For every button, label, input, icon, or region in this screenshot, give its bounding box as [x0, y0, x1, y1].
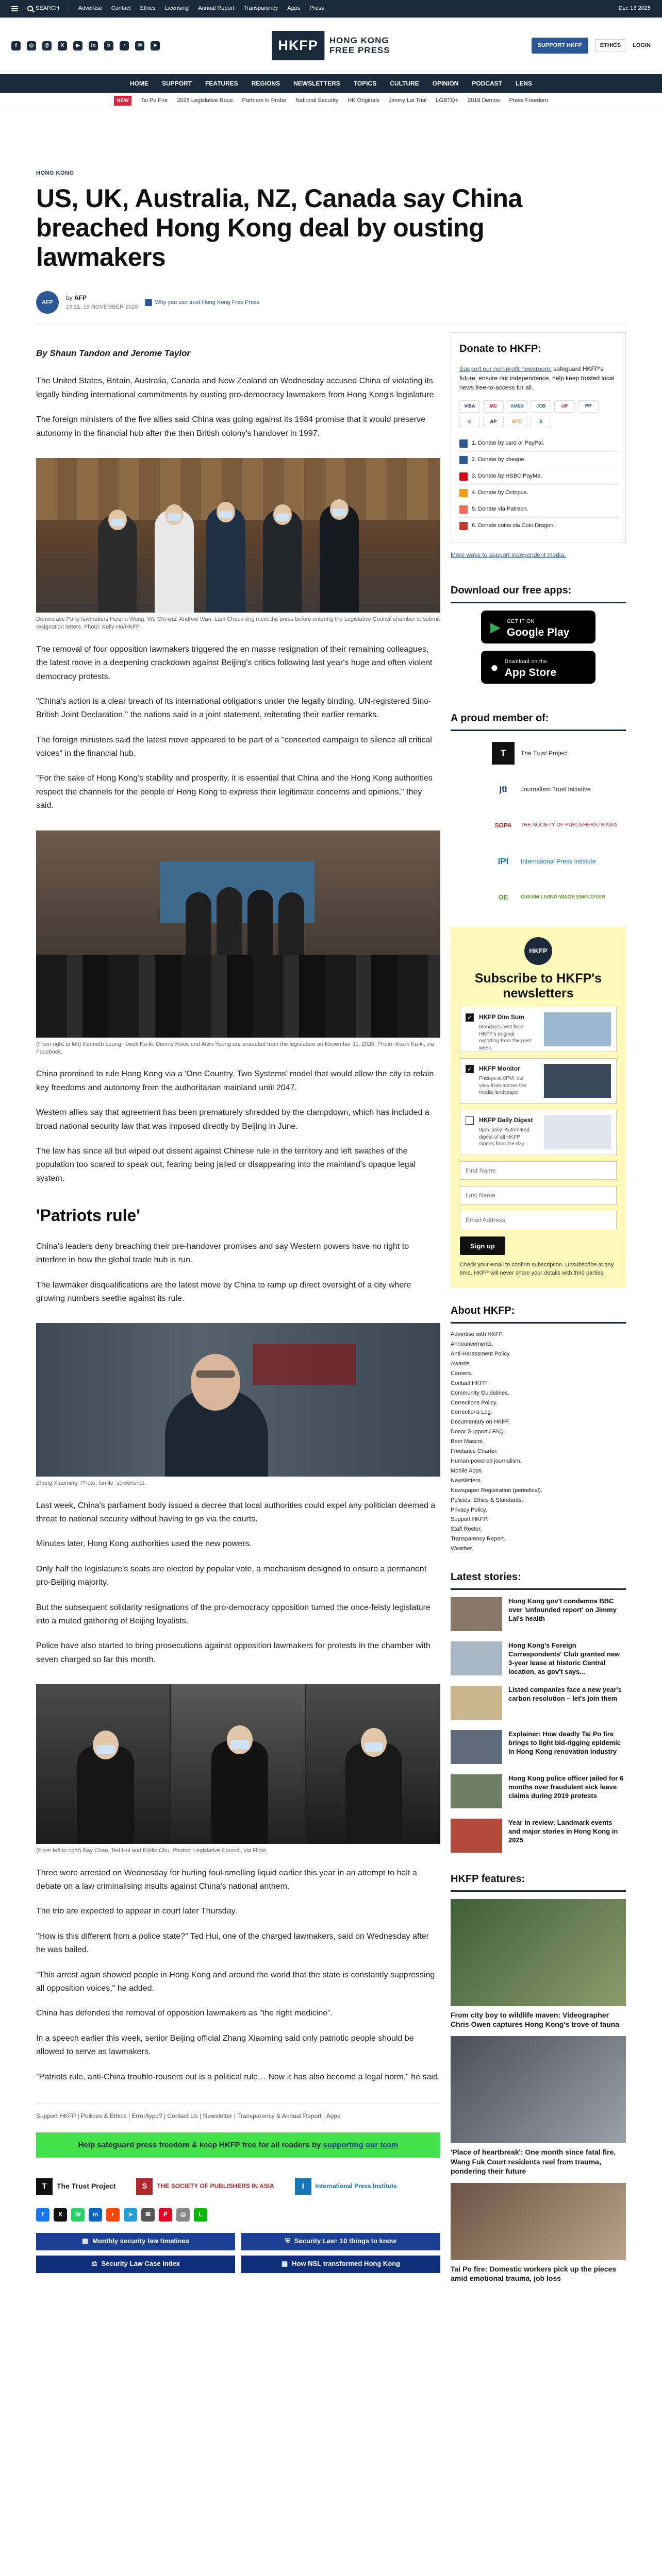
feature-image — [451, 1899, 626, 2006]
card-icon — [459, 439, 468, 448]
newsletter-description: 9pm Daily: Automated digest of all HKFP stories from the day. — [479, 1127, 529, 1147]
x-icon[interactable]: X — [54, 2208, 67, 2222]
paragraph: China has defended the removal of opposition lawmakers as "the right medicine". — [36, 2009, 333, 2018]
brand-row — [0, 18, 662, 74]
paypal-icon: PP — [578, 400, 599, 413]
related-link[interactable] — [241, 2256, 440, 2273]
search-label: SEARCH — [36, 5, 59, 12]
patreon-icon — [459, 505, 468, 514]
app-store-small: Download on the — [504, 658, 548, 665]
rss-icon[interactable]: ◔ — [120, 41, 129, 50]
apple-icon: ● — [490, 659, 499, 675]
about-link[interactable]: Documentary on HKFP. — [451, 1419, 510, 1426]
about-link[interactable]: Transparency Report. — [451, 1536, 505, 1543]
logo-mark: HKFP — [272, 31, 324, 61]
more-ways-link[interactable]: More ways to support independent media. — [451, 551, 566, 559]
trust-project-mark: T — [492, 742, 515, 765]
ipi-mark: IPI — [498, 856, 509, 866]
features-title: HKFP features: — [451, 1871, 626, 1892]
sopa-mark: S — [136, 2178, 153, 2195]
paragraph: The removal of four opposition lawmakers triggered the en masse resignation of their remaining colleagues, the latest move in a deepening crackdown against Beijing's critics following last year's huge and often violent democracy protests. — [36, 645, 433, 681]
trust-project-mark: T — [36, 2178, 53, 2195]
newsletter-signup — [451, 927, 626, 1287]
newsletter-description: Monday's best from HKFP's original reporting from the past week. — [479, 1024, 531, 1051]
bitcoin-icon: BTC — [507, 416, 527, 428]
trending-link[interactable]: HK Originals — [347, 97, 380, 104]
newsletter-thumbnail — [544, 1064, 611, 1098]
story-thumbnail — [451, 1819, 502, 1853]
paragraph: China's leaders deny breaching their pre-handover promises and say Western powers have no right to interfere in how the global trade hub is run. — [36, 1242, 409, 1265]
about-link[interactable]: Mobile Apps. — [451, 1467, 483, 1474]
email-icon[interactable]: ✉ — [135, 41, 144, 50]
paragraph: The foreign ministers said the latest move appeared to be part of a "concerted campaign to silence all critical voices" in the financial hub. — [36, 735, 432, 758]
main-nav — [0, 74, 662, 93]
newsletter-option-monitor[interactable] — [460, 1058, 617, 1104]
checkbox-checked[interactable]: ✓ — [466, 1013, 474, 1022]
trending-link[interactable]: Partners in Probe — [242, 97, 287, 104]
google-pay-icon: G — [459, 416, 480, 428]
donate-option-label: 3. Donate by HSBC PayMe. — [472, 473, 542, 480]
members-section — [451, 710, 626, 911]
ipi-logo[interactable] — [295, 2178, 397, 2195]
paragraph: "For the sake of Hong Kong's stability and prosperity, it is essential that China and the Hong Kong authorities respect the channels for the people of Hong Kong to express their legitimate concerns and opinions," they said. — [36, 774, 433, 810]
amex-icon: AMEX — [507, 400, 527, 413]
instagram-icon[interactable]: ◎ — [27, 41, 36, 50]
story-thumbnail — [451, 1730, 502, 1764]
latest-story[interactable] — [451, 1730, 626, 1767]
nav-lens[interactable]: LENS — [516, 79, 533, 87]
photo-caption: Democratic Party lawmakers Helena Wong, Wu Chi-wai, Andrew Wan, Lam Cheuk-ting meet the press before entering the Legislative Council chamber to submit resignation letters. Photo: Kelly Ho/HKFP. — [36, 616, 440, 631]
support-hkfp-button[interactable]: SUPPORT HKFP — [532, 38, 588, 54]
newsletter-option-daily-digest[interactable] — [460, 1110, 617, 1155]
paragraph: "Patriots rule, anti-China trouble-rousers out is a political rule… Now it has also become a legal norm," he said. — [36, 2072, 440, 2081]
donate-option[interactable] — [459, 518, 617, 534]
about-link[interactable]: Policies, Ethics & Standards. — [451, 1497, 523, 1503]
about-link[interactable]: Corrections Log. — [451, 1409, 492, 1416]
about-link[interactable]: Announcements. — [451, 1341, 493, 1348]
nav-features[interactable]: FEATURES — [205, 79, 238, 87]
feature-title: From city boy to wildlife maven: Videographer Chris Owen captures Hong Kong's trove of fauna — [451, 2011, 619, 2029]
donate-option-label: 5. Donate via Patreon. — [472, 506, 528, 513]
telegram-icon[interactable]: ➤ — [151, 41, 160, 50]
trust-project-logo[interactable] — [36, 2178, 115, 2195]
cheque-icon — [459, 456, 468, 464]
paragraph: Last week, China's parliament body issued a decree that local authorities could expel any politician deemed a threat to national security without having to go via the courts. — [36, 1501, 436, 1524]
donate-option[interactable] — [459, 501, 617, 518]
donate-box — [451, 332, 626, 543]
linkedin-icon[interactable]: in — [89, 2208, 102, 2222]
jti-mark: jti — [499, 784, 507, 794]
trending-link[interactable]: LGBTQ+ — [436, 97, 459, 104]
paragraph: "China's action is a clear breach of its international obligations under the legally binding, UN-registered Sino-British Joint Declaration," the nations said in a joint statement, reiterating their earlier remarks. — [36, 697, 432, 720]
trust-icon — [145, 299, 152, 306]
about-link[interactable]: Staff Roster. — [451, 1526, 482, 1533]
facebook-icon[interactable]: f — [11, 41, 21, 50]
trending-link[interactable]: Tai Po Fire — [140, 97, 168, 104]
payment-methods — [459, 400, 617, 428]
login-link[interactable]: LOGIN — [633, 42, 651, 48]
latest-story[interactable] — [451, 1774, 626, 1811]
signup-button[interactable]: Sign up — [460, 1236, 505, 1255]
newsletter-logo: HKFP — [524, 937, 552, 965]
paragraph: In a speech earlier this week, senior Beijing official Zhang Xiaoming said only patriotic people should be allowed to serve as lawmakers. — [36, 2033, 414, 2057]
story-title: Explainer: How deadly Tai Po fire brings to light bid-rigging epidemic in Hong Kong renovation industry — [508, 1730, 621, 1755]
visa-icon: VISA — [459, 400, 480, 413]
member-name: The Trust Project — [521, 749, 568, 757]
paragraph: The foreign ministers of the five allies said China was going against its 1984 promise that it would preserve autonomy in the financial hub after the then British colony's handover in 1997. — [36, 415, 426, 438]
author-name[interactable]: AFP — [74, 294, 87, 302]
member-name: OXFAM LIVING WAGE EMPLOYER — [521, 894, 605, 900]
coin-dragon-icon — [459, 522, 468, 530]
byline — [36, 291, 626, 314]
partner-name: International Press Institute — [315, 2182, 397, 2190]
linkedin-icon[interactable]: in — [89, 41, 98, 50]
search-icon — [27, 6, 33, 11]
paragraph: The United States, Britain, Australia, Canada and New Zealand on Wednesday accused China of violating its legally binding international commitments by ousting pro-democracy lawmakers from Hong Kong's legislature. — [36, 377, 436, 399]
feature-story[interactable] — [451, 2183, 626, 2283]
payme-icon — [459, 472, 468, 481]
paragraph: Three were arrested on Wednesday for hurling foul-smelling liquid earlier this year in an attempt to halt a debate on a law criminalising insults against China's national anthem. — [36, 1868, 417, 1891]
donate-option[interactable] — [459, 452, 617, 468]
newsletter-name: HKFP Dim Sum — [479, 1013, 524, 1021]
feature-title: Tai Po fire: Domestic workers pick up the pieces amid emotional trauma, job loss — [451, 2264, 617, 2283]
paragraph: "This arrest again showed people in Hong Kong and around the world that the state is constantly suppressing all opposition voices," he added. — [36, 1970, 435, 1993]
paragraph: "How is this different from a police state?" Ted Hui, one of the charged lawmakers, said on Wednesday after he was bailed. — [36, 1931, 429, 1955]
about-title: About HKFP: — [451, 1303, 626, 1324]
topbar-link-transparency[interactable]: Transparency — [243, 5, 278, 12]
donate-option-label: 6. Donate coins via Coin Dragon. — [472, 522, 555, 529]
nav-podcast[interactable]: PODCAST — [472, 79, 503, 87]
donate-title: Donate to HKFP: — [459, 343, 541, 355]
about-link[interactable]: Human-powered journalism. — [451, 1458, 522, 1464]
member-jti[interactable] — [492, 775, 626, 803]
topbar-link-apps[interactable]: Apps — [287, 5, 301, 12]
member-oxfam[interactable] — [492, 884, 626, 911]
about-links — [451, 1330, 626, 1554]
about-link[interactable]: Careers. — [451, 1370, 473, 1377]
gavel-icon: ⚖ — [91, 2260, 97, 2268]
topbar-link-ethics[interactable]: Ethics — [140, 5, 156, 12]
email-field[interactable] — [460, 1211, 617, 1229]
logo-wordmark — [329, 36, 390, 55]
new-badge: NEW — [114, 96, 131, 106]
article-headline: US, UK, Australia, NZ, Canada say China breached Hong Kong deal by ousting lawmakers — [36, 184, 522, 272]
nav-home[interactable]: HOME — [129, 79, 148, 87]
trending-link[interactable]: Jimmy Lai Trial — [389, 97, 427, 104]
story-thumbnail — [451, 1597, 502, 1631]
about-link[interactable]: Anti-Harassment Policy. — [451, 1351, 511, 1358]
article-body — [36, 332, 440, 2283]
newsletter-description: Fridays at 8PM: our view from across the media landscape — [479, 1076, 526, 1096]
topbar-link-advertise[interactable]: Advertise — [78, 5, 102, 12]
feature-image — [451, 2036, 626, 2143]
search-button[interactable] — [27, 4, 59, 13]
currency-icon: $ — [531, 416, 551, 428]
nav-support[interactable]: SUPPORT — [161, 79, 192, 87]
related-link[interactable] — [36, 2233, 235, 2250]
donate-option-label: 2. Donate by cheque. — [472, 456, 526, 463]
related-links-row — [36, 2256, 440, 2273]
facebook-icon[interactable]: f — [36, 2208, 49, 2222]
support-banner-link[interactable]: supporting our team — [323, 2140, 399, 2149]
youtube-icon[interactable]: ▶ — [73, 41, 82, 50]
menu-button[interactable] — [11, 6, 18, 11]
story-title: Listed companies face a new year's carbon resolution – let's join them — [508, 1686, 622, 1702]
latest-title: Latest stories: — [451, 1569, 626, 1590]
oxfam-mark: OE — [498, 893, 508, 901]
newsletter-note: Check your email to confirm subscription. Unsubscribe at any time. HKFP will never share your details with third parties. — [460, 1262, 614, 1276]
newsletter-thumbnail — [544, 1012, 611, 1046]
newsletter-thumbnail — [544, 1115, 611, 1149]
donate-link[interactable]: Support our non-profit newsroom: — [459, 365, 552, 373]
partner-name: THE SOCIETY OF PUBLISHERS IN ASIA — [157, 2182, 274, 2190]
paragraph: Western allies say that agreement has been prematurely shredded by the clampdown, which has included a broad national security law that was imposed directly by Beijing in June. — [36, 1108, 429, 1131]
topbar-date: Dec 13 2025 — [618, 5, 651, 12]
paragraph: Only half the legislature's seats are elected by popular vote, a mechanism designed to ensure a permanent pro-Beijing majority. — [36, 1564, 427, 1587]
paragraph: But the subsequent solidarity resignations of the pro-democracy opposition turned the once-feisty legislature into a muted gathering of Beijing loyalists. — [36, 1603, 431, 1626]
about-link[interactable]: Contact HKFP. — [451, 1380, 488, 1386]
email-icon[interactable]: ✉ — [141, 2208, 155, 2222]
nav-newsletters[interactable]: NEWSLETTERS — [293, 79, 340, 87]
author-line — [66, 293, 138, 303]
partner-logos — [36, 2172, 440, 2201]
story-thumbnail — [451, 1641, 502, 1675]
last-name-field[interactable] — [460, 1186, 617, 1205]
paragraph: The lawmaker disqualifications are the latest move by China to ramp up direct oversight of a city where growing numbers seethe against its rule. — [36, 1280, 411, 1303]
about-link[interactable]: Beer Mascot. — [451, 1438, 484, 1445]
article-footer-links[interactable]: Support HKFP | Policies & Ethics | Error/typo? | Contact Us | Newsletter | Transparency & Annual Report | Apps — [36, 2104, 440, 2121]
author-avatar[interactable]: AFP — [36, 291, 59, 314]
related-link[interactable] — [241, 2233, 440, 2250]
trust-link[interactable] — [145, 298, 259, 307]
trending-link[interactable]: National Security — [295, 97, 339, 104]
topbar-link-contact[interactable]: Contact — [111, 5, 131, 12]
donate-option[interactable] — [459, 468, 617, 485]
story-title: Hong Kong police officer jailed for 6 months over fraudulent sick leave claims during 2019 protests — [508, 1774, 624, 1800]
feature-story[interactable] — [451, 1899, 626, 2029]
paragraph: Police have also started to bring prosecutions against opposition lawmakers for protests in the chamber with seven charged so far this month. — [36, 1641, 431, 1664]
byline-prefix: by — [66, 294, 73, 302]
member-sopa[interactable] — [492, 811, 626, 839]
print-icon[interactable]: ⎙ — [176, 2208, 190, 2222]
topbar-link-annual-report[interactable]: Annual Report — [198, 5, 235, 12]
donate-option-label: 4. Donate by Octopus. — [472, 489, 528, 496]
checkbox-checked[interactable]: ✓ — [466, 1065, 474, 1073]
latest-story[interactable] — [451, 1641, 626, 1679]
checkbox-unchecked[interactable] — [466, 1116, 474, 1125]
partner-name: The Trust Project — [57, 2181, 116, 2190]
latest-section — [451, 1569, 626, 1856]
about-link[interactable]: Privacy Policy. — [451, 1506, 487, 1513]
share-buttons — [36, 2208, 440, 2222]
related-link-label: Security Law: 10 things to know — [294, 2237, 396, 2245]
article-photo-press-conference[interactable] — [36, 831, 440, 1038]
ethics-link[interactable]: ETHICS — [595, 39, 625, 52]
related-link-label: Security Law Case Index — [101, 2260, 180, 2268]
site-logo[interactable] — [272, 31, 390, 61]
paragraph: China promised to rule Hong Kong via a 'One Country, Two Systems' model that would allow the city to retain key freedoms and autonomy from the authoritarian mainland until 2047. — [36, 1070, 434, 1092]
donate-options — [459, 435, 617, 534]
reddit-icon[interactable]: r — [106, 2208, 120, 2222]
article-category[interactable]: HONG KONG — [36, 170, 74, 176]
unionpay-icon: UP — [554, 400, 575, 413]
topbar-link-licensing[interactable]: Licensing — [164, 5, 189, 12]
member-name: THE SOCIETY OF PUBLISHERS IN ASIA — [521, 822, 618, 828]
member-ipi[interactable] — [492, 848, 626, 875]
about-link[interactable]: Community Guidelines. — [451, 1389, 509, 1396]
google-play-label: Google Play — [507, 626, 570, 638]
section-heading: 'Patriots rule' — [36, 1206, 140, 1225]
jcb-icon: JCB — [531, 400, 551, 413]
google-play-small: GET IT ON — [507, 618, 535, 624]
google-play-button[interactable] — [481, 611, 595, 643]
about-link[interactable]: Corrections Policy. — [451, 1399, 498, 1406]
top-bar — [0, 0, 662, 18]
newsletter-option-dim-sum[interactable] — [460, 1007, 617, 1052]
pinterest-icon[interactable]: P — [159, 2208, 172, 2222]
shield-icon: ⛨ — [285, 2237, 290, 2245]
donate-option-label: 1. Donate by card or PayPal. — [472, 440, 544, 447]
sopa-mark: SOPA — [494, 821, 512, 829]
latest-story[interactable] — [451, 1686, 626, 1723]
paragraph: Minutes later, Hong Kong authorities used the new powers. — [36, 1539, 252, 1549]
story-thumbnail — [451, 1686, 502, 1720]
about-link[interactable]: Freelance Charter. — [451, 1448, 498, 1455]
google-play-icon: ▶ — [490, 619, 501, 635]
about-section — [451, 1303, 626, 1554]
x-icon[interactable]: X — [58, 41, 67, 50]
feature-story[interactable] — [451, 2036, 626, 2176]
logo-line-2: FREE PRESS — [329, 45, 390, 55]
about-link[interactable]: Donor Support / FAQ. — [451, 1429, 505, 1435]
member-name: Journalism Trust Initiative — [521, 785, 591, 793]
donate-option[interactable] — [459, 485, 617, 501]
nav-topics[interactable]: TOPICS — [353, 79, 377, 87]
photo-caption: (From right to left) Kenneth Leung, Kwok Ka-ki, Dennis Kwok and Alvin Yeung are unseated from the legislature on November 11, 2020. Photo: Kwok Ka-ki, via Facebook. — [36, 1041, 435, 1056]
newsletter-name: HKFP Monitor — [479, 1065, 520, 1073]
app-store-label: App Store — [504, 666, 557, 679]
feature-image — [451, 2183, 626, 2260]
article-photo-lawmakers[interactable] — [36, 458, 440, 613]
mastercard-icon: MC — [483, 400, 504, 413]
feature-title: 'Place of heartbreak': One month since fatal fire, Wang Fuk Court residents reel from trauma, pondering their future — [451, 2148, 616, 2175]
line-icon[interactable]: L — [194, 2208, 207, 2222]
sidebar — [451, 332, 626, 2283]
trending-bar — [0, 93, 662, 109]
donate-description: safeguard HKFP's future, ensure our independence, help keep trusted local news free-to-access for all. — [459, 365, 615, 392]
photo-caption: Zhang Xiaoming. Photo: Ismile, screenshot. — [36, 1480, 146, 1487]
apps-section — [451, 583, 626, 684]
threads-icon[interactable]: @ — [42, 41, 52, 50]
about-link[interactable]: Newsletters. — [451, 1477, 482, 1484]
story-title: Hong Kong gov't condemns BBC over 'unfounded report' on Jimmy Lai's health — [508, 1597, 617, 1622]
newsletter-title: Subscribe to HKFP's newsletters — [474, 971, 602, 1001]
nav-regions[interactable]: REGIONS — [251, 79, 280, 87]
member-name: International Press Institute — [521, 857, 596, 865]
trending-link[interactable]: 2019 Demos — [468, 97, 500, 104]
social-links — [11, 41, 160, 50]
latest-story[interactable] — [451, 1597, 626, 1634]
apps-title: Download our free apps: — [451, 583, 626, 603]
related-link-label: Monthly security law timelines — [92, 2237, 190, 2245]
bluesky-icon[interactable]: b — [104, 41, 113, 50]
related-link-label: How NSL transformed Hong Kong — [292, 2260, 401, 2268]
nav-culture[interactable]: CULTURE — [390, 79, 419, 87]
app-store-button[interactable] — [481, 651, 595, 684]
whatsapp-icon[interactable]: W — [71, 2208, 85, 2222]
sopa-logo[interactable] — [136, 2178, 274, 2195]
related-link[interactable] — [36, 2256, 235, 2273]
article-authors: By Shaun Tandon and Jerome Taylor — [36, 348, 191, 359]
member-trust-project[interactable] — [492, 739, 626, 767]
logo-line-1: HONG KONG — [329, 35, 389, 45]
story-thumbnail — [451, 1774, 502, 1808]
photo-caption: (From left to right) Ray Chan, Ted Hui and Eddie Chu. Photos: Legislative Council, via Flickr. — [36, 1848, 268, 1854]
members-title: A proud member of: — [451, 710, 626, 731]
trust-link-label: Why you can trust Hong Kong Free Press — [155, 299, 260, 306]
octopus-icon — [459, 489, 468, 497]
trending-link[interactable]: Press Freedom — [509, 97, 548, 104]
about-link[interactable]: Advertise with HKFP. — [451, 1331, 504, 1338]
paragraph: The trio are expected to appear in court later Thursday. — [36, 1907, 237, 1916]
nav-opinion[interactable]: OPINION — [432, 79, 459, 87]
donate-option[interactable] — [459, 435, 617, 452]
topbar-link-press[interactable]: Press — [309, 5, 324, 12]
about-link[interactable]: Support HKFP. — [451, 1516, 488, 1523]
about-link[interactable]: Newspaper Registration (periodical). — [451, 1487, 542, 1494]
support-banner-text: Help safeguard press freedom & keep HKFP free for all readers by — [78, 2140, 321, 2149]
publish-date: 19:21, 19 NOVEMBER 2020 — [66, 303, 138, 310]
paragraph: The law has since all but wiped out dissent against Chinese rule in the territory and left swathes of the population too scared to speak out, fearing being jailed or disappearing into the mainland's opaque legal system. — [36, 1146, 416, 1183]
chart-icon: ▤ — [281, 2260, 288, 2268]
story-title: Year in review: Landmark events and major stories in Hong Kong in 2025 — [508, 1819, 618, 1844]
support-banner[interactable] — [36, 2132, 440, 2158]
menu-icon — [11, 6, 18, 11]
first-name-field[interactable] — [460, 1161, 617, 1180]
telegram-icon[interactable]: ➤ — [124, 2208, 137, 2222]
apple-pay-icon: AP — [483, 416, 504, 428]
latest-story[interactable] — [451, 1819, 626, 1856]
article-photo-zhang-xiaoming[interactable] — [36, 1323, 440, 1477]
about-link[interactable]: Weather. — [451, 1546, 473, 1552]
donate-text — [459, 364, 617, 392]
ipi-mark: I — [295, 2178, 311, 2195]
story-title: Hong Kong's Foreign Correspondents' Club granted new 3-year lease at historic Central location, as gov't says... — [508, 1641, 620, 1675]
newsletter-name: HKFP Daily Digest — [479, 1116, 533, 1124]
article-photo-three-lawmakers[interactable] — [36, 1684, 440, 1844]
about-link[interactable]: Awards. — [451, 1360, 471, 1367]
trending-link[interactable]: 2025 Legislative Race — [177, 97, 233, 104]
calendar-icon: ▦ — [81, 2237, 89, 2245]
related-links-row — [36, 2233, 440, 2250]
features-section — [451, 1871, 626, 2283]
